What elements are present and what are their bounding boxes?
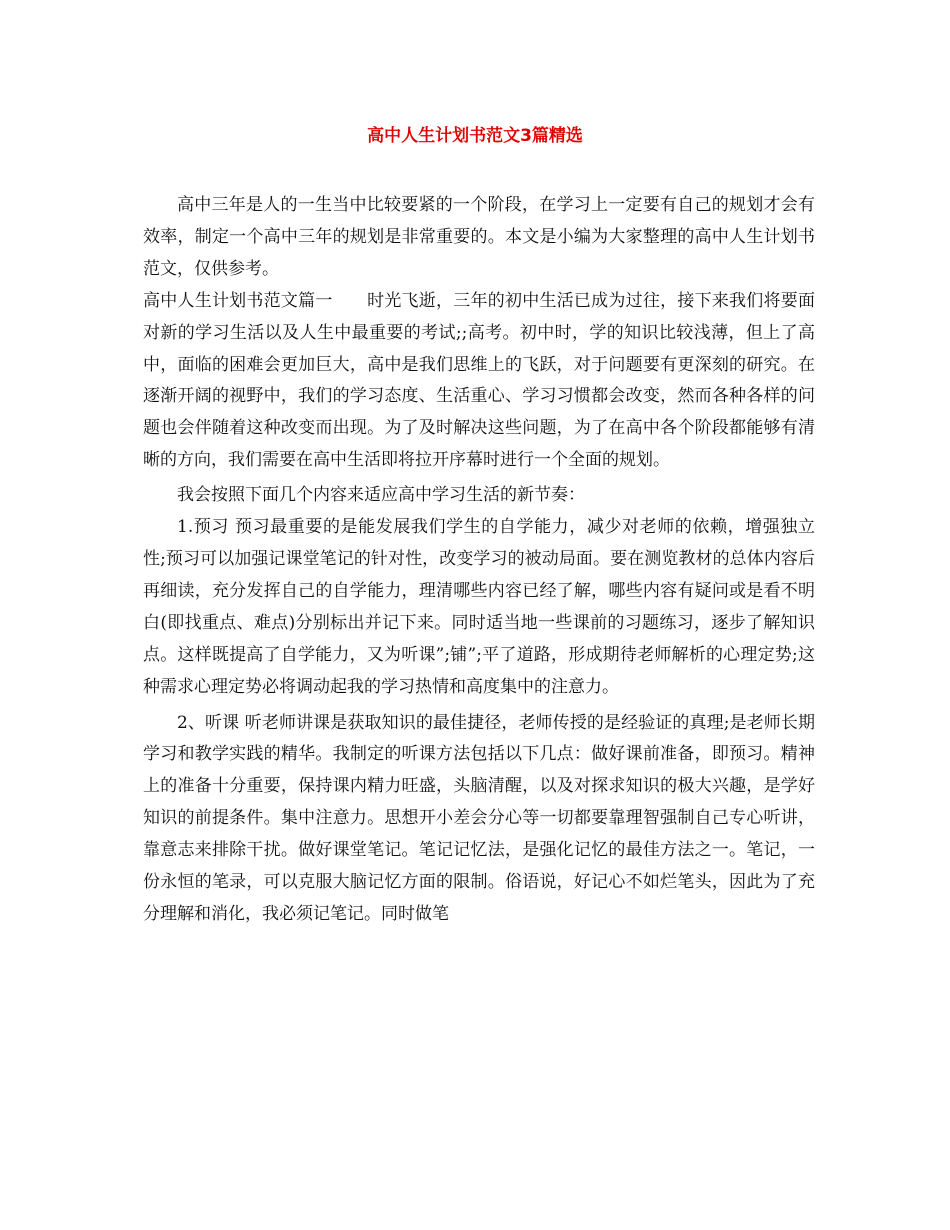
preview-paragraph: 1.预习 预习最重要的是能发展我们学生的自学能力，减少对老师的依赖，增强独立性;预习可以加强记课堂笔记的针对性，改变学习的被动局面。要在测览教材的总体内容后再细读，充分发挥自己的自学能力，理清哪些内容已经了解，哪些内容有疑问或是看不明白(即找重点、难点)分别标出并记下来。同时适当地一些课前的习题练习，逐步了解知识点。这样既提高了自学能力，又为听课”;铺”;平了道路，形成期待老师解析的心理定势;这种需求心理定势必将调动起我的学习热情和高度集中的注意力。 <box>143 517 815 697</box>
listening-paragraph: 2、听课 听老师讲课是获取知识的最佳捷径，老师传授的是经验证的真理;是老师长期学习和教学实践的精华。我制定的听课方法包括以下几点：做好课前准备，即预习。精神上的准备十分重要，保持课内精力旺盛，头脑清醒，以及对探求知识的极大兴趣，是学好知识的前提条件。集中注意力。思想开小差会分心等一切都要靠理智强制自己专心听讲，靠意志来排除干扰。做好课堂笔记。笔记记忆法，是强化记忆的最佳方法之一。笔记，一份永恒的笔录，可以克服大脑记忆方面的限制。俗语说，好记心不如烂笔头，因此为了充分理解和消化，我必须记笔记。同时做笔 <box>143 712 815 924</box>
document-title: 高中人生计划书范文3篇精选 <box>367 126 583 146</box>
section-one-paragraph: 高中人生计划书范文篇一 时光飞逝，三年的初中生活已成为过往，接下来我们将要面对新的学习生活以及人生中最重要的考试;;高考。初中时，学的知识比较浅薄，但上了高中，面临的困难会更加巨大，高中是我们思维上的飞跃，对于问题要有更深刻的研究。在逐渐开阔的视野中，我们的学习态度、生活重心、学习习惯都会改变，然而各种各样的问题也会伴随着这种改变而出现。为了及时解决这些问题，为了在高中各个阶段都能够有清晰的方向，我们需要在高中生活即将拉开序幕时进行一个全面的规划。 <box>143 290 815 471</box>
document-body <box>143 190 815 931</box>
intro-paragraph: 高中三年是人的一生当中比较要紧的一个阶段，在学习上一定要有自己的规划才会有效率，制定一个高中三年的规划是非常重要的。本文是小编为大家整理的高中人生计划书范文，仅供参考。 <box>143 195 815 279</box>
adaptation-intro-paragraph: 我会按照下面几个内容来适应高中学习生活的新节奏： <box>177 485 585 506</box>
